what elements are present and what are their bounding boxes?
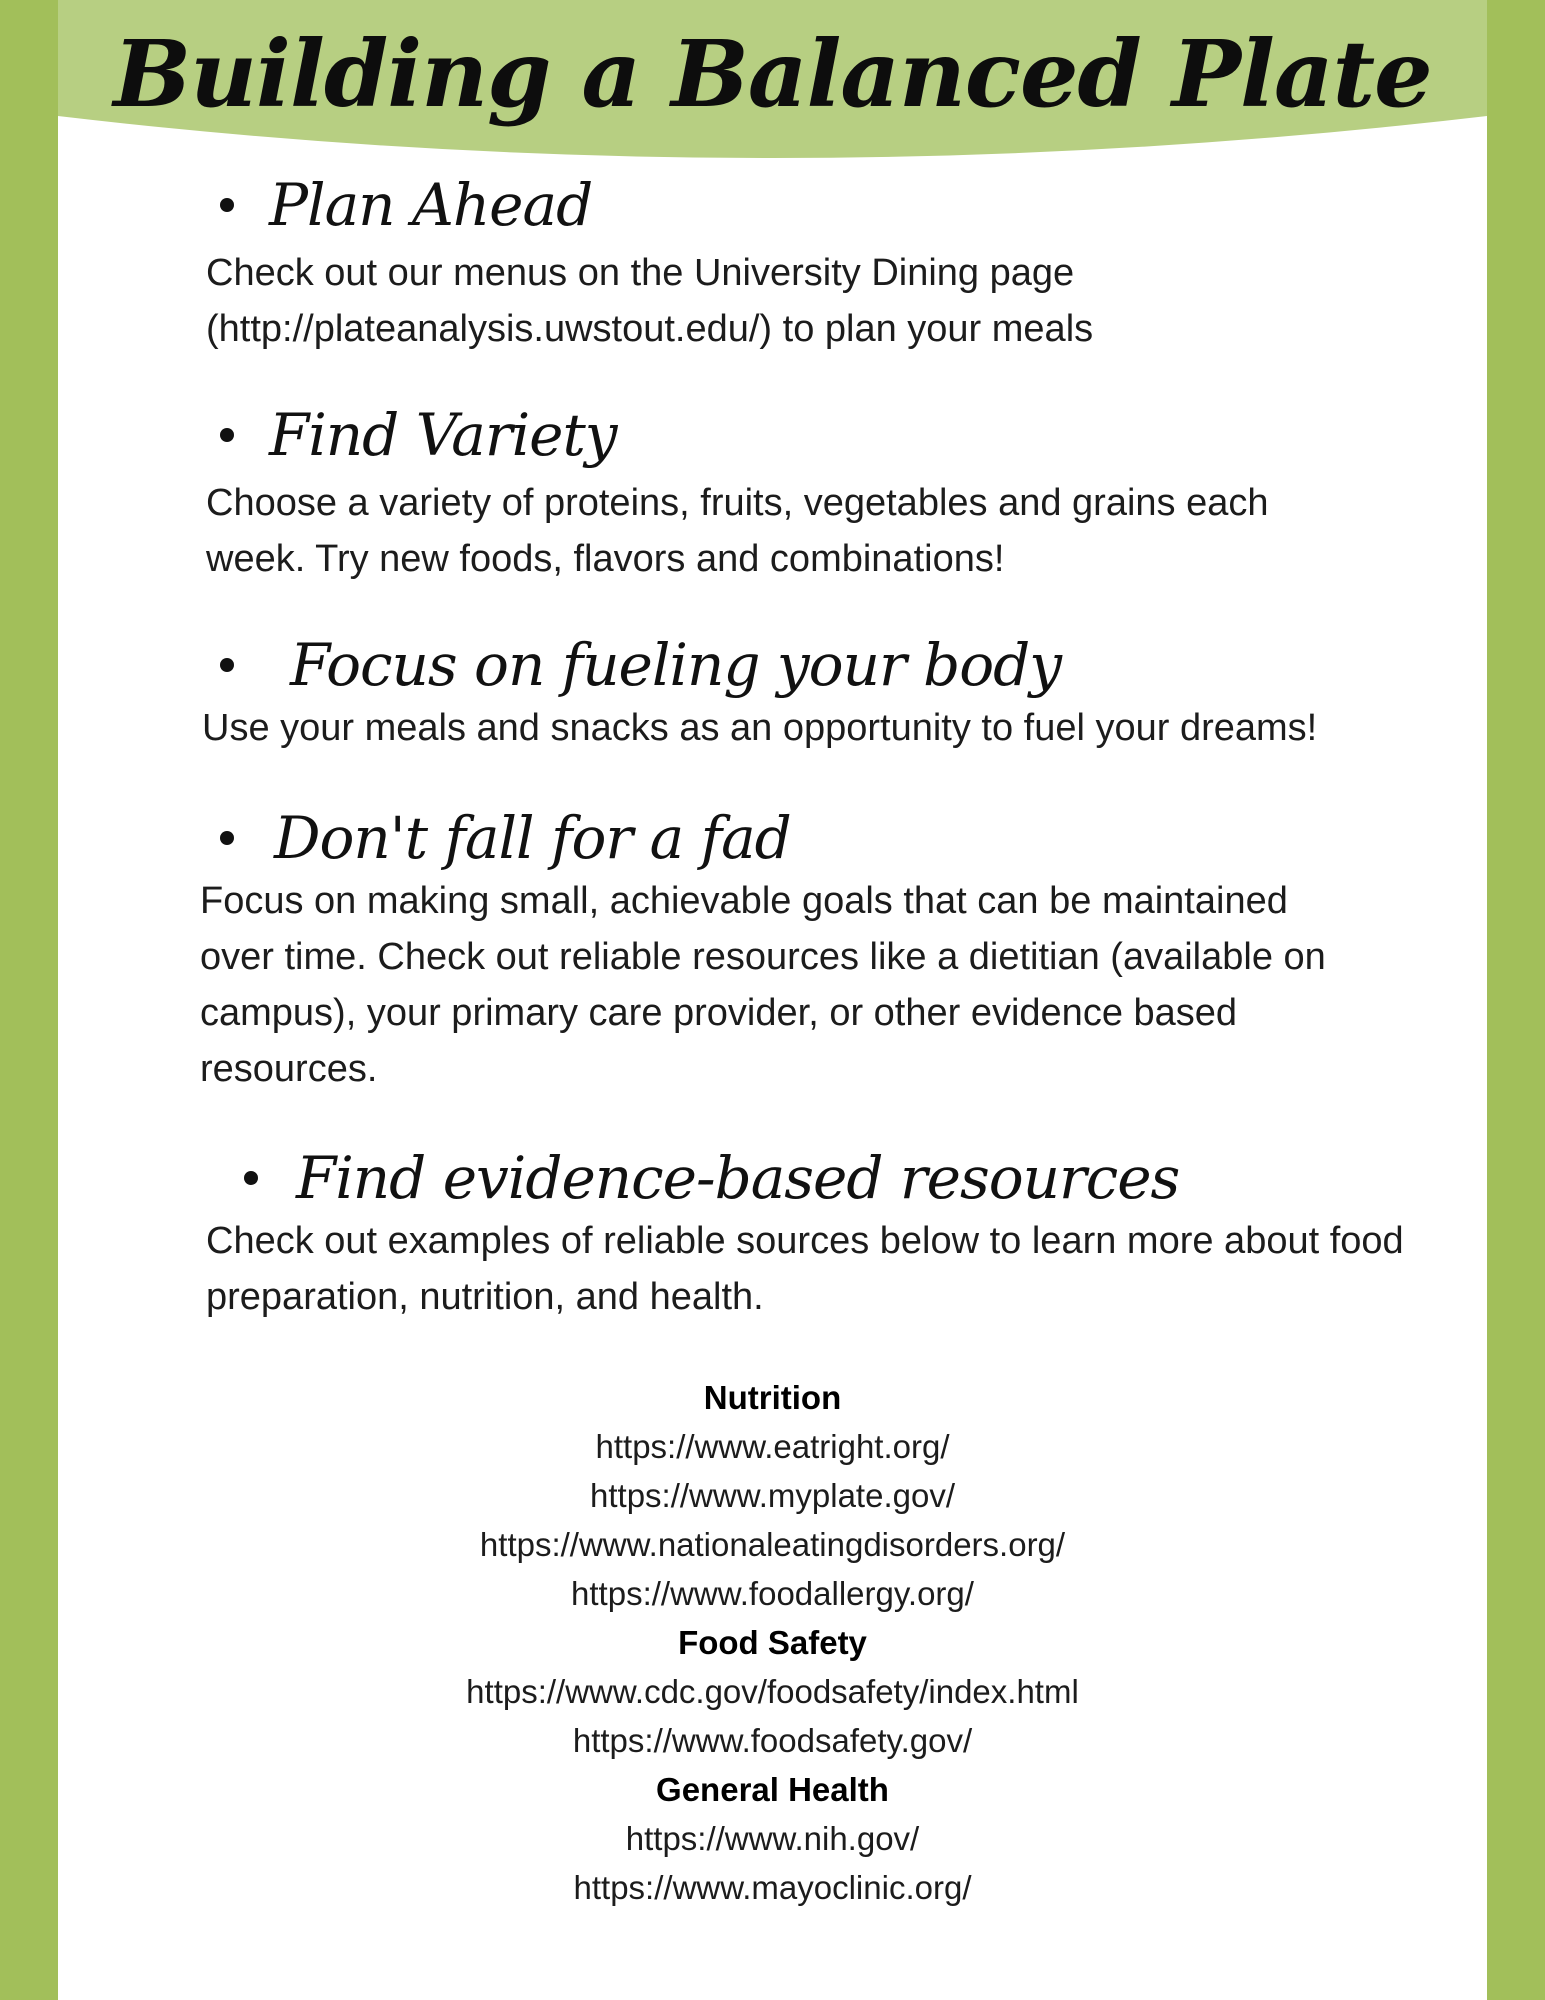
- section-body: Use your meals and snacks as an opportunity to fuel your dreams!: [202, 707, 1318, 749]
- bullet-icon: [220, 198, 234, 212]
- bullet-icon: [244, 1171, 258, 1185]
- resource-link[interactable]: https://www.myplate.gov/: [590, 1477, 955, 1514]
- resource-group-general-health: [58, 1765, 1487, 1912]
- resource-group-food-safety: [58, 1618, 1487, 1765]
- section-heading-row: [220, 625, 1061, 705]
- page-title: Building a Balanced Plate: [113, 20, 1432, 128]
- section-heading-row: [220, 798, 791, 878]
- resource-link[interactable]: https://www.foodallergy.org/: [571, 1575, 974, 1612]
- section-heading-row: [220, 395, 617, 475]
- section-body: Choose a variety of proteins, fruits, vegetables and grains each week. Try new foods, flavors and combinations!: [206, 482, 1269, 580]
- resource-link[interactable]: https://www.foodsafety.gov/: [572, 1722, 973, 1759]
- resource-link[interactable]: https://www.mayoclinic.org/: [573, 1869, 972, 1906]
- resource-group-title: General Health: [656, 1771, 889, 1808]
- bullet-icon: [220, 658, 234, 672]
- bullet-icon: [220, 428, 234, 442]
- resource-link[interactable]: https://www.eatright.org/: [595, 1428, 950, 1465]
- document-page: [58, 0, 1487, 2000]
- section-heading: Find Variety: [269, 401, 617, 469]
- section-heading: Find evidence-based resources: [296, 1144, 1180, 1212]
- resource-group-title: Nutrition: [703, 1379, 842, 1416]
- section-body: Check out our menus on the University Dining page (http://plateanalysis.uwstout.edu/) to plan your meals: [206, 252, 1094, 350]
- resource-group-title: Food Safety: [678, 1624, 867, 1661]
- section-body: Focus on making small, achievable goals that can be maintained over time. Check out reliable resources like a dietitian (available on campus), your primary care provider, or other evidence based resources.: [200, 880, 1326, 1090]
- section-heading-row: [244, 1138, 1179, 1218]
- section-body: Check out examples of reliable sources below to learn more about food preparation, nutrition, and health.: [206, 1220, 1404, 1318]
- section-heading: Don't fall for a fad: [274, 804, 791, 872]
- resource-link[interactable]: https://www.cdc.gov/foodsafety/index.html: [466, 1673, 1079, 1710]
- resource-link[interactable]: https://www.nationaleatingdisorders.org/: [479, 1526, 1066, 1563]
- bullet-icon: [220, 831, 234, 845]
- resource-link[interactable]: https://www.nih.gov/: [625, 1820, 920, 1857]
- section-heading: Plan Ahead: [269, 171, 593, 239]
- section-heading-row: [220, 165, 592, 245]
- section-heading: Focus on fueling your body: [290, 631, 1062, 699]
- resource-list: [58, 1373, 1487, 1912]
- resource-group-nutrition: [58, 1373, 1487, 1618]
